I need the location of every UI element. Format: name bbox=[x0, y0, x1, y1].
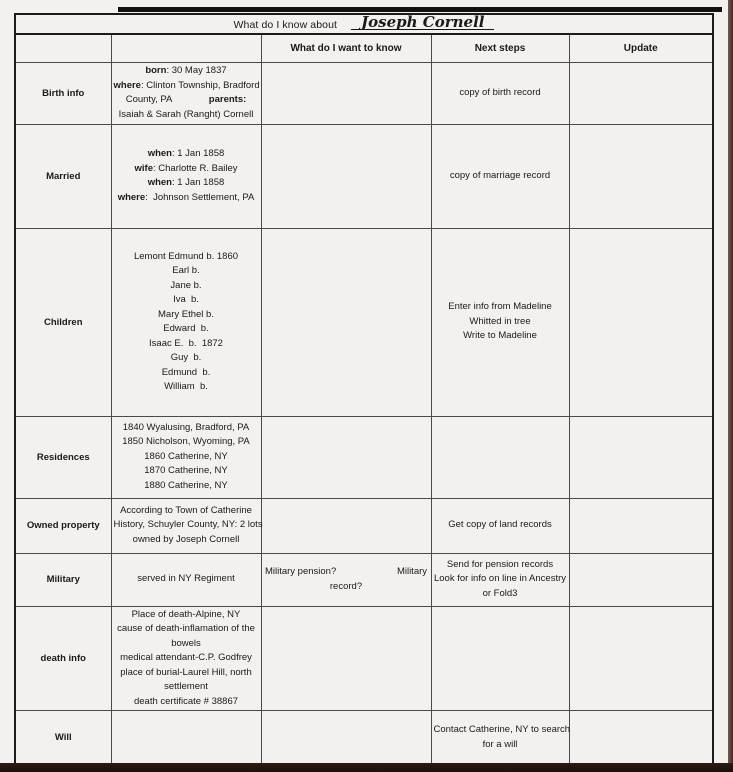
want-cell bbox=[261, 62, 431, 124]
text-line: Iva b. bbox=[173, 294, 199, 305]
person-name: Joseph Cornell bbox=[351, 15, 494, 30]
text-line: Contact Catherine, NY to search bbox=[433, 724, 571, 736]
scan-edge-bottom bbox=[0, 763, 733, 772]
know-cell bbox=[111, 498, 261, 553]
know-cell bbox=[111, 606, 261, 711]
table-row bbox=[15, 553, 713, 606]
header-row bbox=[15, 34, 713, 62]
update-cell bbox=[569, 498, 713, 553]
text-line: Get copy of land records bbox=[448, 519, 552, 531]
next-cell bbox=[431, 228, 569, 416]
know-cell bbox=[111, 228, 261, 416]
text-line: wife: Charlotte R. Bailey bbox=[134, 162, 238, 174]
text-line: Enter info from Madeline bbox=[448, 301, 552, 313]
update-cell bbox=[569, 62, 713, 124]
next-cell bbox=[431, 711, 569, 766]
text-line: when: 1 Jan 1858 bbox=[147, 148, 225, 159]
table-title-prefix: What do I know about bbox=[233, 19, 338, 31]
text-line: Send for pension records bbox=[446, 558, 554, 570]
next-cell bbox=[431, 62, 569, 124]
know-cell bbox=[111, 124, 261, 228]
text-line: served in NY Regiment bbox=[137, 573, 235, 585]
text-line: According to Town of Catherine bbox=[120, 504, 252, 516]
text-line: Edmund b. bbox=[161, 366, 211, 378]
row-label: Married bbox=[15, 124, 111, 228]
text-line: copy of marriage record bbox=[449, 169, 551, 181]
text-line: Jane b. bbox=[170, 279, 202, 291]
next-cell bbox=[431, 124, 569, 228]
text-line: 1880 Catherine, NY bbox=[144, 479, 228, 491]
text-line: medical attendant-C.P. Godfrey bbox=[120, 652, 252, 663]
want-cell bbox=[261, 498, 431, 553]
scan-artifact-top-bar bbox=[118, 7, 722, 12]
row-label: Children bbox=[15, 228, 111, 416]
row-label: Birth info bbox=[15, 62, 111, 124]
next-cell bbox=[431, 606, 569, 711]
text-line: settlement bbox=[164, 681, 208, 692]
text-line: 1870 Catherine, NY bbox=[144, 465, 228, 477]
row-label: Military bbox=[15, 553, 111, 606]
text-line: when: 1 Jan 1858 bbox=[147, 177, 225, 188]
text-line: Look for info on line in Ancestry bbox=[433, 573, 567, 585]
text-line: 1840 Wyalusing, Bradford, PA bbox=[122, 421, 250, 433]
table-row bbox=[15, 228, 713, 416]
table-row bbox=[15, 711, 713, 766]
next-cell bbox=[431, 498, 569, 553]
want-cell bbox=[261, 606, 431, 711]
want-cell bbox=[261, 228, 431, 416]
text-line: Earl b. bbox=[172, 265, 200, 276]
know-cell bbox=[111, 416, 261, 498]
text-line: bowels bbox=[171, 637, 201, 649]
row-label: death info bbox=[15, 606, 111, 711]
update-cell bbox=[569, 416, 713, 498]
text-line: copy of birth record bbox=[459, 86, 541, 98]
title-row bbox=[15, 14, 713, 34]
text-line: Military pension? Military bbox=[264, 566, 428, 577]
text-line: 1850 Nicholson, Wyoming, PA bbox=[122, 436, 250, 448]
text-line: Edward b. bbox=[163, 323, 209, 334]
text-line: 1860 Catherine, NY bbox=[144, 450, 228, 462]
text-line: County, PA parents: bbox=[125, 94, 247, 105]
text-line: for a will bbox=[482, 738, 518, 750]
update-cell bbox=[569, 124, 713, 228]
want-cell bbox=[261, 711, 431, 766]
update-cell bbox=[569, 711, 713, 766]
column-header bbox=[111, 34, 261, 62]
table-row bbox=[15, 124, 713, 228]
text-line: Whitted in tree bbox=[469, 315, 531, 327]
column-header bbox=[15, 34, 111, 62]
text-line: Isaac E. b. 1872 bbox=[149, 337, 223, 349]
text-line: Guy b. bbox=[170, 352, 202, 363]
text-line: History, Schuyler County, NY: 2 lots bbox=[113, 519, 263, 531]
know-cell bbox=[111, 62, 261, 124]
text-line: cause of death-inflamation of the bbox=[117, 623, 255, 634]
text-line: record? bbox=[329, 580, 363, 592]
want-cell bbox=[261, 124, 431, 228]
update-cell bbox=[569, 228, 713, 416]
text-line: Mary Ethel b. bbox=[158, 308, 214, 320]
update-cell bbox=[569, 553, 713, 606]
text-line: owned by Joseph Cornell bbox=[132, 533, 240, 545]
text-line: where: Clinton Township, Bradford bbox=[113, 79, 260, 91]
text-line: Lemont Edmund b. 1860 bbox=[133, 250, 239, 262]
want-cell bbox=[261, 553, 431, 606]
table-row bbox=[15, 606, 713, 711]
update-cell bbox=[569, 606, 713, 711]
column-header: Update bbox=[569, 34, 713, 62]
row-label: Residences bbox=[15, 416, 111, 498]
text-line: place of burial-Laurel Hill, north bbox=[120, 666, 252, 678]
text-line: where: Johnson Settlement, PA bbox=[117, 191, 255, 203]
row-label: Owned property bbox=[15, 498, 111, 553]
genealogy-research-table bbox=[14, 13, 714, 767]
know-cell bbox=[111, 553, 261, 606]
table-row bbox=[15, 416, 713, 498]
table-row bbox=[15, 498, 713, 553]
text-line: death certificate # 38867 bbox=[133, 695, 239, 707]
table-row bbox=[15, 62, 713, 124]
text-line: or Fold3 bbox=[482, 587, 518, 599]
text-line: William b. bbox=[164, 381, 208, 392]
column-header: Next steps bbox=[431, 34, 569, 62]
next-cell bbox=[431, 416, 569, 498]
next-cell bbox=[431, 553, 569, 606]
want-cell bbox=[261, 416, 431, 498]
text-line: born: 30 May 1837 bbox=[145, 65, 227, 76]
scan-edge-right bbox=[728, 0, 733, 772]
know-cell bbox=[111, 711, 261, 766]
text-line: Place of death-Alpine, NY bbox=[131, 608, 241, 620]
column-header: What do I want to know bbox=[261, 34, 431, 62]
text-line: Isaiah & Sarah (Ranght) Cornell bbox=[118, 108, 254, 120]
table-title-cell bbox=[15, 14, 713, 34]
row-label: Will bbox=[15, 711, 111, 766]
text-line: Write to Madeline bbox=[463, 330, 537, 342]
